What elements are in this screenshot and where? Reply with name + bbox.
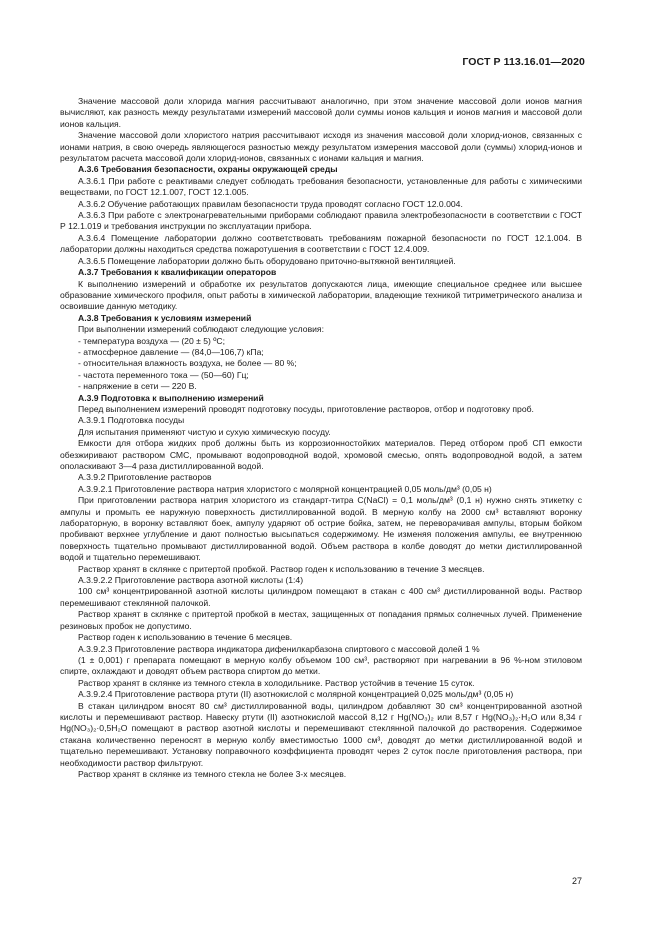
paragraph: А.3.9.2.1 Приготовление раствора натрия хлористого с молярной концентрацией 0,05 моль/дм³ (0,05 н) (78, 483, 492, 494)
paragraph: А.3.9.2.3 Приготовление раствора индикатора дифенилкарбазона спиртового с массовой долей 1 % (78, 643, 480, 654)
paragraph: Значение массовой доли хлорида магния рассчитывают аналогично, при этом значение массовой доли ионов магния вычисляют, как разность между результатами измерений массовой доли суммы ионов кальция и ионов магния и массовой доли ионов кальция. (60, 96, 582, 129)
paragraph: Для испытания применяют чистую и сухую химическую посуду. (78, 426, 331, 437)
paragraph: А.3.9.1 Подготовка посуды (78, 415, 185, 426)
paragraph: А.3.6.3 При работе с электронагревательными приборами соблюдают правила электробезопасности в соответствии с ГОСТ Р 12.1.019 и требования инструкции по эксплуатации прибора. (60, 210, 582, 232)
list-item: - частота переменного тока — (50—60) Гц; (78, 369, 249, 380)
page-number: 27 (571, 876, 582, 886)
paragraph: А.3.6.1 При работе с реактивами следует соблюдать требования безопасности, установленные для работы с химическими веществами, по ГОСТ 12.1.007, ГОСТ 12.1.005. (60, 175, 582, 198)
paragraph: Раствор хранят в склянке с притертой пробкой. Раствор годен к использованию в течение 3 месяцев. (78, 563, 485, 574)
document-header: ГОСТ Р 113.16.01—2020 (462, 56, 585, 68)
paragraph: А.3.9.2.4 Приготовление раствора ртути (II) азотнокислой с молярной концентрацией 0,025 моль/дм³ (0,05 н) (78, 689, 514, 700)
paragraph: 100 см³ концентрированной азотной кислоты цилиндром помещают в стакан с 400 см³ дистиллированной воды. Раствор перемешивают стеклянной палочкой. (60, 586, 582, 608)
list-item: - напряжение в сети — 220 В. (78, 381, 197, 392)
paragraph: А.3.6.4 Помещение лаборатории должно соответствовать требованиям пожарной безопасности по ГОСТ 12.1.004. В лаборатории должны находиться средства пожаротушения в соответствии с ГОСТ 12.4.009. (60, 232, 582, 255)
paragraph: К выполнению измерений и обработке их результатов допускаются лица, имеющие специальное среднее или высшее образование химического профиля, опыт работы в химической лаборатории, владеющие техникой титриметрического анализа и освоившие данную методику. (60, 278, 582, 312)
paragraph: При приготовлении раствора натрия хлористого из стандарт-титра C(NaCl) = 0,1 моль/дм³ (0,1 н) нужно снять этикетку с ампулы и промыть ее наружную поверхность дистиллированной водой. В мерную колбу на 2000 см³ вставляют воронку лабораторную, в воронку вставляют боек, ампулу ударяют об острие бойка, затем, не переворачивая ампулы, вторым бойком пробивают верхнее углубление и дают полностью высыпаться содержимому. Не изменяя положения ампулы, ее внутреннюю поверхность тщательно промывают дистиллированной водой. Объем раствора в колбе доводят до метки дистиллированной водой и тщательно перемешивают. (60, 495, 582, 563)
paragraph: Раствор хранят в склянке из темного стекла в холодильнике. Раствор устойчив в течение 15 суток. (78, 677, 475, 688)
paragraph: Емкости для отбора жидких проб должны быть из коррозионностойких материалов. Перед отбором проб СП емкости обезжиривают раствором СМС, промывают водопроводной водой, хромовой смесью, опять водопроводной водой, а затем ополаскивают 3—4 раза дистиллированной водой. (60, 438, 582, 471)
paragraph: Значение массовой доли хлористого натрия рассчитывают исходя из значения массовой доли хлорид-ионов, связанных с ионами натрия, в свою очередь являющегося разностью между результатом измерения массовой доли (суммы) хлорид-ионов и результатом расчета массовой доли хлорид-ионов, связанных с ионами кальция и магния. (60, 130, 582, 164)
paragraph: Раствор годен к использованию в течение 6 месяцев. (78, 632, 293, 643)
paragraph: Раствор хранят в склянке из темного стекла не более 3-х месяцев. (78, 768, 347, 779)
paragraph: А.3.6.5 Помещение лаборатории должно быть оборудовано приточно-вытяжной вентиляцией. (78, 255, 456, 266)
document-body (60, 96, 582, 780)
section-heading: А.3.7 Требования к квалификации операторов (78, 267, 277, 278)
section-heading: А.3.8 Требования к условиям измерений (78, 312, 252, 323)
paragraph: Перед выполнением измерений проводят подготовку посуды, приготовление растворов, отбор и подготовку проб. (78, 403, 534, 414)
paragraph: При выполнении измерений соблюдают следующие условия: (78, 324, 324, 335)
paragraph: А.3.6.2 Обучение работающих правилам безопасности труда проводят согласно ГОСТ 12.0.004. (78, 198, 463, 209)
paragraph: А.3.9.2 Приготовление растворов (78, 472, 212, 483)
paragraph: (1 ± 0,001) г препарата помещают в мерную колбу объемом 100 см³, растворяют при нагревании в 96 %-ном этиловом спирте, охлаждают и доводят объем раствора спиртом до метки. (60, 654, 582, 677)
paragraph: В стакан цилиндром вносят 80 см³ дистиллированной воды, цилиндром добавляют 30 см³ концентрированной азотной кислоты и перемешивают раствор. Навеску ртути (II) азотнокислой массой 8,12 г Hg(NO₃)₂ или 8,57 г Hg(NO₃)₂·H₂O или 8,34 г Hg(NO₃)₂·0,5H₂O помещают в раствор азотной кислоты и перемешивают стеклянной палочкой до растворения. Содержимое стакана количественно переносят в мерную колбу вместимостью 1000 см³, доводят до метки дистиллированной водой и тщательно перемешивают. Установку поправочного коэффициента проводят через 2 суток после приготовления раствора, при необходимости раствор фильтруют. (60, 700, 582, 768)
section-heading: А.3.6 Требования безопасности, охраны окружающей среды (78, 164, 338, 175)
section-heading: А.3.9 Подготовка к выполнению измерений (78, 392, 264, 403)
list-item: - температура воздуха — (20 ± 5) ºС; (78, 335, 225, 346)
paragraph: Раствор хранят в склянке с притертой пробкой в местах, защищенных от попадания прямых солнечных лучей. Применение резиновых пробок не допустимо. (60, 609, 582, 631)
list-item: - атмосферное давление — (84,0—106,7) кПа; (78, 346, 264, 357)
paragraph: А.3.9.2.2 Приготовление раствора азотной кислоты (1:4) (78, 575, 304, 586)
list-item: - относительная влажность воздуха, не более — 80 %; (78, 358, 297, 369)
